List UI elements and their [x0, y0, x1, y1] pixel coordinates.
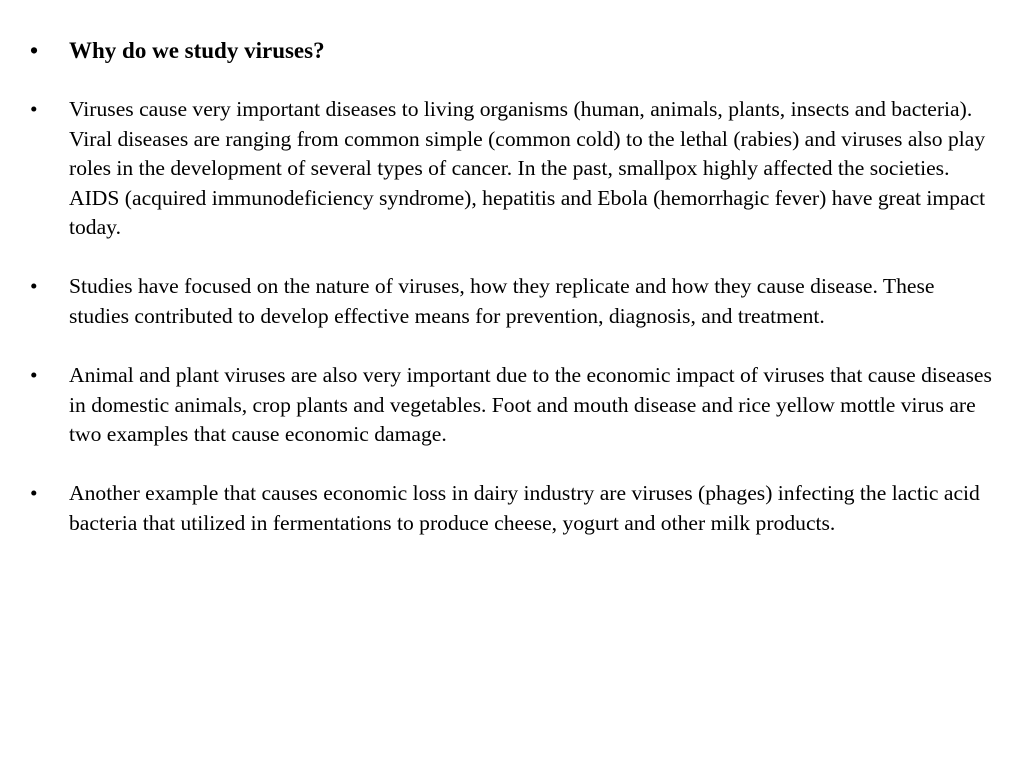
bullet-item-diseases	[30, 95, 995, 242]
bullet-list	[30, 36, 995, 538]
heading-bullet	[30, 36, 995, 65]
bullet-marker: •	[30, 274, 38, 299]
bullet-marker: •	[30, 97, 38, 122]
bullet-marker: •	[30, 38, 39, 63]
bullet-text-economic-impact: Animal and plant viruses are also very important due to the economic impact of viruses that cause diseases in domestic animals, crop plants and vegetables. Foot and mouth disease and rice yellow mottle virus are two examples that cause economic damage.	[69, 363, 992, 447]
bullet-text-diseases: Viruses cause very important diseases to living organisms (human, animals, plants, insects and bacteria). Viral diseases are ranging from common simple (common cold) to the lethal (rabies) and viruses also play roles in the development of several types of cancer. In the past, smallpox highly affected the societies. AIDS (acquired immunodeficiency syndrome), hepatitis and Ebola (hemorrhagic fever) have great impact today.	[69, 97, 986, 240]
bullet-text-studies: Studies have focused on the nature of viruses, how they replicate and how they cause disease. These studies contributed to develop effective means for prevention, diagnosis, and treatment.	[69, 274, 935, 328]
bullet-item-studies	[30, 272, 995, 331]
bullet-item-dairy	[30, 479, 995, 538]
bullet-item-economic-impact	[30, 361, 995, 449]
bullet-marker: •	[30, 481, 38, 506]
bullet-marker: •	[30, 363, 38, 388]
heading-text: Why do we study viruses?	[69, 38, 325, 63]
bullet-text-dairy: Another example that causes economic loss in dairy industry are viruses (phages) infecting the lactic acid bacteria that utilized in fermentations to produce cheese, yogurt and other milk products.	[69, 481, 980, 535]
